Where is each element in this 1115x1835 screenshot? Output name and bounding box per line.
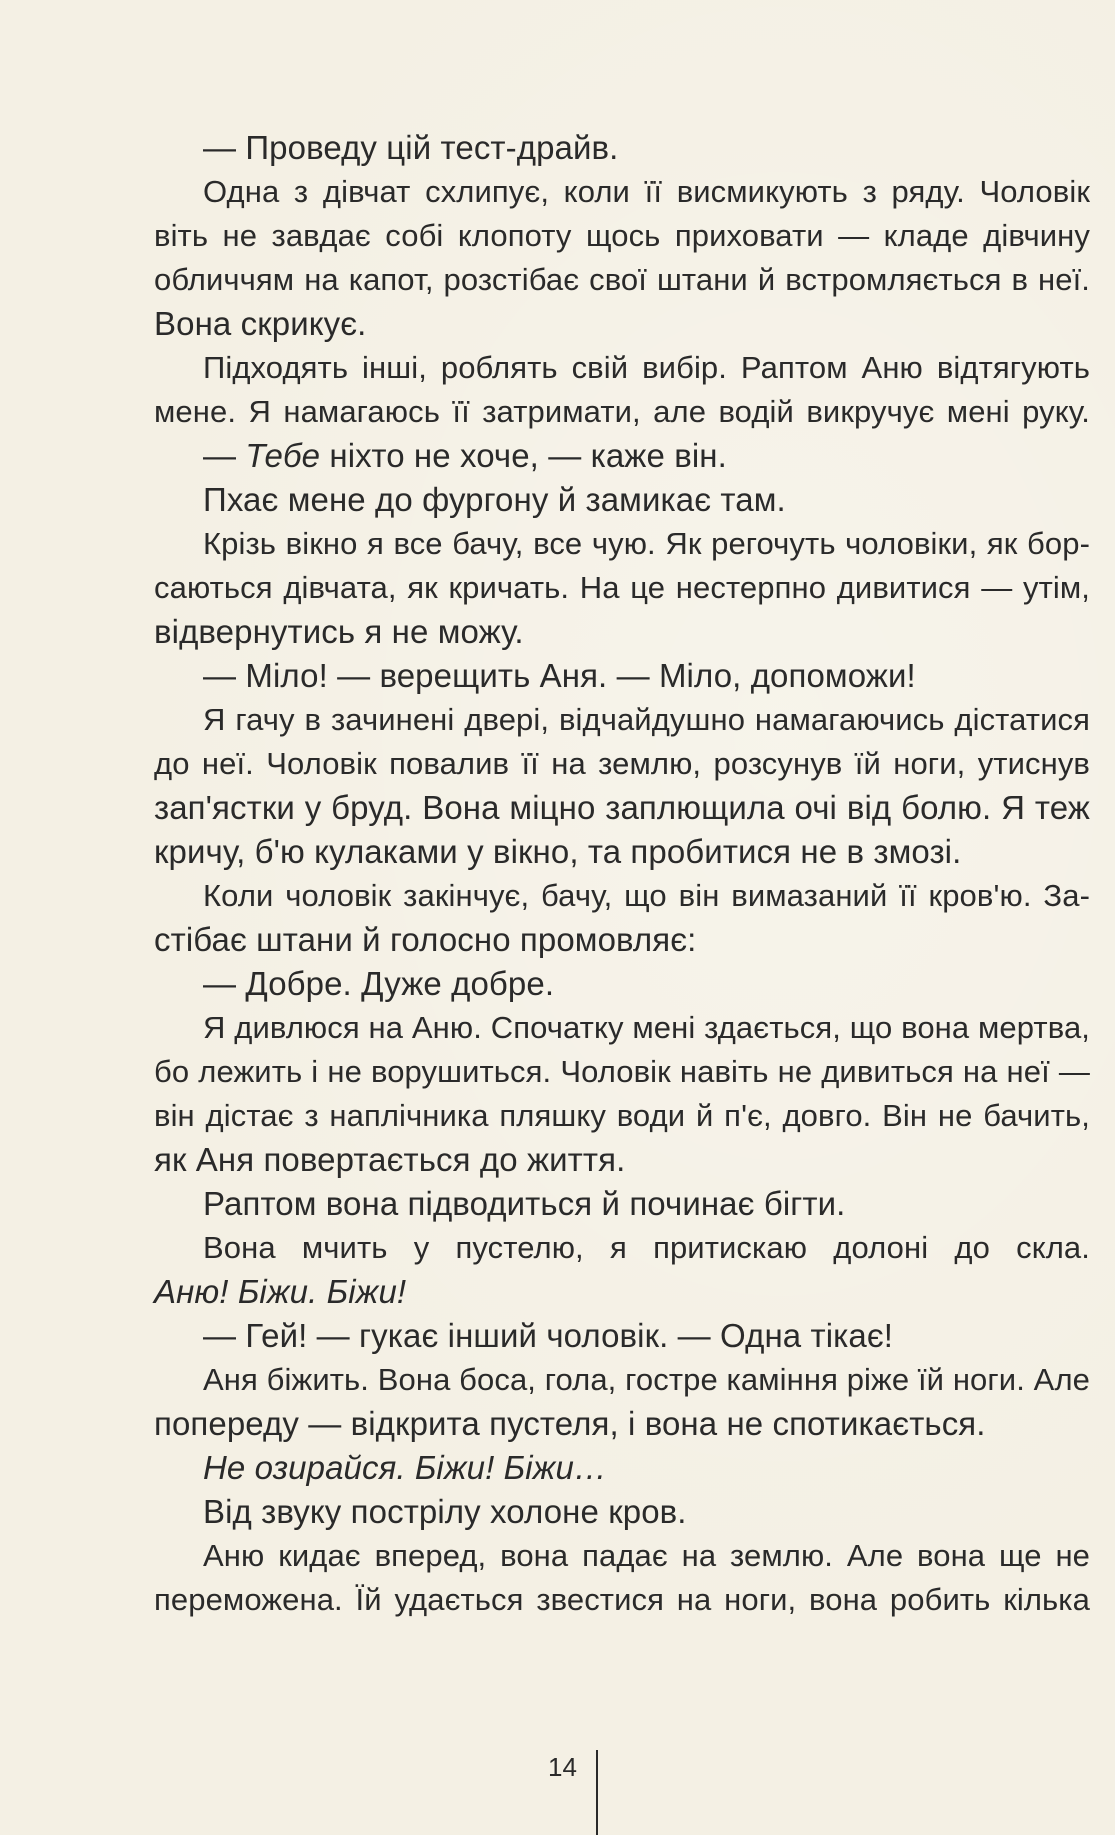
- text-line: [154, 214, 1090, 258]
- text-line: [154, 1490, 1090, 1534]
- text-run: Підходять інші, роблять свій вибір. Раптом Аню відтягують: [203, 350, 1090, 385]
- body-text: [154, 126, 1090, 1622]
- text-run: зап'ястки у бруд. Вона міцно заплющила очі від болю. Я теж: [154, 789, 1090, 826]
- text-line: [154, 258, 1090, 302]
- text-line: [154, 918, 1090, 962]
- text-run: —: [203, 437, 246, 474]
- text-run: — Гей! — гукає інший чоловік. — Одна тікає!: [203, 1317, 894, 1354]
- text-run: Аня біжить. Вона боса, гола, гостре каміння ріже їй ноги. Але: [203, 1362, 1090, 1397]
- text-line: [154, 1050, 1090, 1094]
- text-run: Раптом вона підводиться й починає бігти.: [203, 1185, 846, 1222]
- text-run: Одна з дівчат схлипує, коли її висмикують з ряду. Чоловік: [203, 174, 1090, 209]
- text-run: обличчям на капот, розстібає свої штани й встромляється в неї.: [154, 262, 1090, 297]
- page-number: 14: [548, 1752, 577, 1782]
- text-run: Вона скрикує.: [154, 305, 367, 342]
- text-line: [154, 962, 1090, 1006]
- text-line: [154, 830, 1090, 874]
- text-run: — Добре. Дуже добре.: [203, 965, 555, 1002]
- text-run: саються дівчата, як кричать. На це нестерпно дивитися — утім,: [154, 570, 1090, 605]
- text-run: Пхає мене до фургону й замикає там.: [203, 481, 786, 518]
- text-run: Крізь вікно я все бачу, все чую. Як регочуть чоловіки, як бор-: [203, 526, 1090, 561]
- text-line: [154, 610, 1090, 654]
- text-run: Я дивлюся на Аню. Спочатку мені здається, що вона мертва,: [203, 1010, 1090, 1045]
- text-run: відвернутись я не можу.: [154, 613, 524, 650]
- text-run: до неї. Чоловік повалив її на землю, розсунув їй ноги, утиснув: [154, 746, 1090, 781]
- text-line: [154, 434, 1090, 478]
- text-line: [154, 478, 1090, 522]
- text-run: мене. Я намагаюсь її затримати, але водій викручує мені руку.: [154, 394, 1090, 429]
- text-line: [154, 1578, 1090, 1622]
- text-run: ніхто не хоче, — каже він.: [320, 437, 727, 474]
- text-line: [154, 1446, 1090, 1490]
- italic-text: Аню! Біжи. Біжи!: [154, 1273, 407, 1310]
- text-run: — Міло! — верещить Аня. — Міло, допоможи!: [203, 657, 916, 694]
- italic-text: Не озирайся. Біжи! Біжи…: [203, 1449, 608, 1486]
- text-run: переможена. Їй удається звестися на ноги, вона робить кілька: [154, 1582, 1090, 1617]
- text-line: [154, 786, 1090, 830]
- text-line: [154, 1270, 1090, 1314]
- italic-text: Тебе: [245, 437, 321, 474]
- text-line: [154, 1226, 1090, 1270]
- text-run: кричу, б'ю кулаками у вікно, та пробитися не в змозі.: [154, 833, 962, 870]
- text-line: [154, 346, 1090, 390]
- text-line: [154, 1358, 1090, 1402]
- text-run: стібає штани й голосно промовляє:: [154, 921, 697, 958]
- text-line: [154, 302, 1090, 346]
- text-run: він дістає з наплічника пляшку води й п'є, довго. Він не бачить,: [154, 1098, 1090, 1133]
- text-run: попереду — відкрита пустеля, і вона не спотикається.: [154, 1405, 986, 1442]
- text-line: [154, 170, 1090, 214]
- text-run: Я гачу в зачинені двері, відчайдушно намагаючись дістатися: [203, 702, 1090, 737]
- text-run: Коли чоловік закінчує, бачу, що він вимазаний її кров'ю. За-: [203, 878, 1090, 913]
- page-number-rule: [596, 1750, 598, 1835]
- text-line: [154, 522, 1090, 566]
- text-run: бо лежить і не ворушиться. Чоловік навіть не дивиться на неї —: [154, 1054, 1090, 1089]
- text-line: [154, 1006, 1090, 1050]
- text-line: [154, 390, 1090, 434]
- text-line: [154, 1182, 1090, 1226]
- text-line: [154, 1314, 1090, 1358]
- text-line: [154, 654, 1090, 698]
- text-line: [154, 1402, 1090, 1446]
- text-run: Вона мчить у пустелю, я притискаю долоні до скла.: [203, 1230, 1090, 1265]
- text-run: Від звуку пострілу холоне кров.: [203, 1493, 687, 1530]
- text-line: [154, 126, 1090, 170]
- text-line: [154, 1138, 1090, 1182]
- text-line: [154, 1094, 1090, 1138]
- text-line: [154, 566, 1090, 610]
- text-line: [154, 1534, 1090, 1578]
- text-run: — Проведу цій тест-драйв.: [203, 129, 619, 166]
- text-run: віть не завдає собі клопоту щось приховати — кладе дівчину: [154, 218, 1090, 253]
- text-line: [154, 874, 1090, 918]
- text-run: Аню кидає вперед, вона падає на землю. Але вона ще не: [203, 1538, 1090, 1573]
- text-line: [154, 742, 1090, 786]
- text-line: [154, 698, 1090, 742]
- text-run: як Аня повертається до життя.: [154, 1141, 626, 1178]
